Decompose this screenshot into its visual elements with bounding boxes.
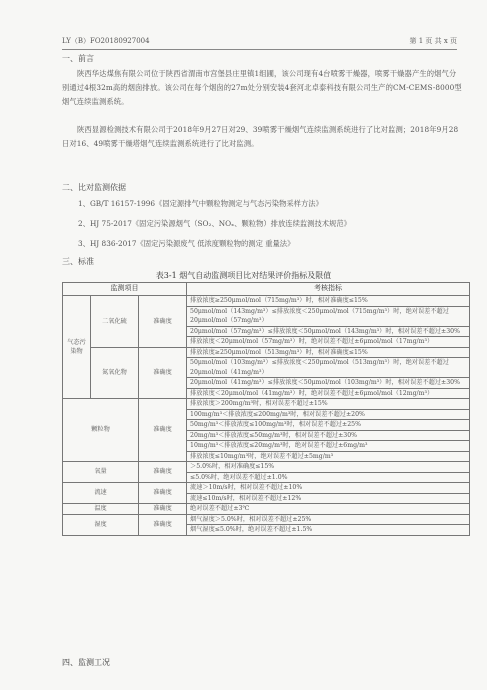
flow-accuracy-cell: 准确度: [139, 483, 187, 504]
header-monitoring-item: 监测项目: [63, 283, 187, 296]
table-header-row: [63, 283, 470, 296]
table-cell: 绝对误差不超过±3℃: [187, 504, 470, 515]
table-cell: 烟气湿度＞5.0%时，相对误差不超过±25%: [187, 514, 470, 525]
table-row: [63, 504, 470, 515]
table-row: [63, 514, 470, 525]
reference-2: 2、HJ 75-2017《固定污染源烟气（SO₂、NOₓ、颗粒物）排放连续监测技术规范》: [78, 219, 351, 228]
oxygen-cell: 氧量: [63, 462, 139, 483]
table-cell: 排放浓度≥250μmol/mol（513mg/m³）时，相对准确度≤15%: [187, 347, 470, 358]
page-header: [62, 36, 457, 50]
section-1-paragraph-2: 陕西显源检测技术有限公司于2018年9月27日对29、39喷雾干燥烟气连续监测系统进行了比对监测；2018年9月28日对16、49喷雾干燥塔烟气连续监测系统进行了比对监测。: [62, 125, 459, 148]
table-cell: 排放浓度≤10mg/m³时，绝对误差不超过±5mg/m³: [187, 451, 470, 462]
section-1-paragraph-1: 陕西华达煤焦有限公司位于陕西省渭南市宫堡县庄里镇1组圃，该公司现有4台喷雾干燥器，喷雾干燥器产生的烟气分别通过4根32m高的烟囱排放。该公司在每个烟囱的27m处分别安装4套河北卓泰科技有限公司生产的CM-CEMS-8000型烟气连续监测系统。: [62, 69, 462, 106]
header-assessment-index: 考核指标: [187, 283, 470, 296]
table-cell: 烟气湿度≤5.0%时，绝对误差不超过±1.5%: [187, 525, 470, 536]
table-row: [63, 347, 470, 358]
particulate-cell: 颗粒物: [63, 399, 139, 462]
temperature-accuracy-cell: 准确度: [139, 504, 187, 515]
table-cell: 流速≤10m/s时，相对误差不超过±12%: [187, 493, 470, 504]
reference-3: 3、HJ 836-2017《固定污染源废气 低浓度颗粒物的测定 重量法》: [78, 239, 295, 248]
so2-cell: 二氧化硫: [91, 296, 139, 348]
flow-cell: 流速: [63, 483, 139, 504]
temperature-cell: 温度: [63, 504, 139, 515]
table-cell: 排放浓度＞200mg/m³时，相对误差不超过±15%: [187, 399, 470, 410]
table-cell: 排放浓度≥250μmol/mol（715mg/m³）时，相对准确度≤15%: [187, 296, 470, 307]
table-cell: 50mg/m³＜排放浓度≤100mg/m³时，相对误差不超过±25%: [187, 420, 470, 431]
oxygen-accuracy-cell: 准确度: [139, 462, 187, 483]
nox-accuracy-cell: 准确度: [139, 347, 187, 399]
page-number: 第 1 页 共 x 页: [409, 37, 457, 45]
table-cell: ≤5.0%时，绝对误差不超过±1.0%: [187, 472, 470, 483]
report-number: LY（B）FO20180927004: [62, 37, 150, 45]
standards-table: [62, 282, 470, 536]
humidity-cell: 湿度: [63, 514, 139, 535]
table-cell: 20μmol/mol（57mg/m³）≤排放浓度＜50μmol/mol（143mg/m³）时，相对误差不超过±30%: [187, 326, 470, 337]
particulate-accuracy-cell: 准确度: [139, 399, 187, 462]
table-row: [63, 399, 470, 410]
table-cell: 20μmol/mol（41mg/m³）≤排放浓度＜50μmol/mol（103mg/m³）时，相对误差不超过±30%: [187, 378, 470, 389]
section-4-title: 四、监测工况: [62, 658, 110, 667]
reference-1: 1、GB/T 16157-1996《固定源排气中颗粒物测定与气态污染物采样方法》: [78, 199, 323, 208]
so2-accuracy-cell: 准确度: [139, 296, 187, 348]
table-cell: ＞5.0%时，相对准确度≤15%: [187, 462, 470, 473]
table-row: [63, 296, 470, 307]
table-cell: 20mg/m³＜排放浓度≤50mg/m³时，相对误差不超过±30%: [187, 430, 470, 441]
table-cell: 50μmol/mol（103mg/m³）≤排放浓度＜250μmol/mol（513mg/m³）时，绝对误差不超过20μmol/mol（41mg/m³）: [187, 358, 470, 378]
table-cell: 排放浓度＜20μmol/mol（41mg/m³）时，绝对误差不超过±6μmol/mol（12mg/m³）: [187, 388, 470, 399]
section-1-title: 一、前言: [62, 54, 94, 63]
humidity-accuracy-cell: 准确度: [139, 514, 187, 535]
gas-pollutant-cell: 气态污染物: [63, 296, 91, 399]
table-row: [63, 483, 470, 494]
section-3-title: 三、标准: [62, 257, 94, 266]
table-cell: 50μmol/mol（143mg/m³）≤排放浓度＜250μmol/mol（715mg/m³）时，绝对误差不超过20μmol/mol（57mg/m³）: [187, 306, 470, 326]
table-cell: 流速＞10m/s时，相对误差不超过±10%: [187, 483, 470, 494]
table-row: [63, 462, 470, 473]
table-caption: 表3-1 烟气自动监测项目比对结果评价指标及限值: [155, 271, 332, 280]
nox-cell: 氮氧化物: [91, 347, 139, 399]
table-cell: 10mg/m³＜排放浓度≤20mg/m³时，绝对误差不超过±6mg/m³: [187, 441, 470, 452]
table-cell: 100mg/m³＜排放浓度≤200mg/m³时，相对误差不超过±20%: [187, 409, 470, 420]
section-2-title: 二、比对监测依据: [62, 183, 126, 192]
table-cell: 排放浓度＜20μmol/mol（57mg/m³）时，绝对误差不超过±6μmol/mol（17mg/m³）: [187, 337, 470, 348]
